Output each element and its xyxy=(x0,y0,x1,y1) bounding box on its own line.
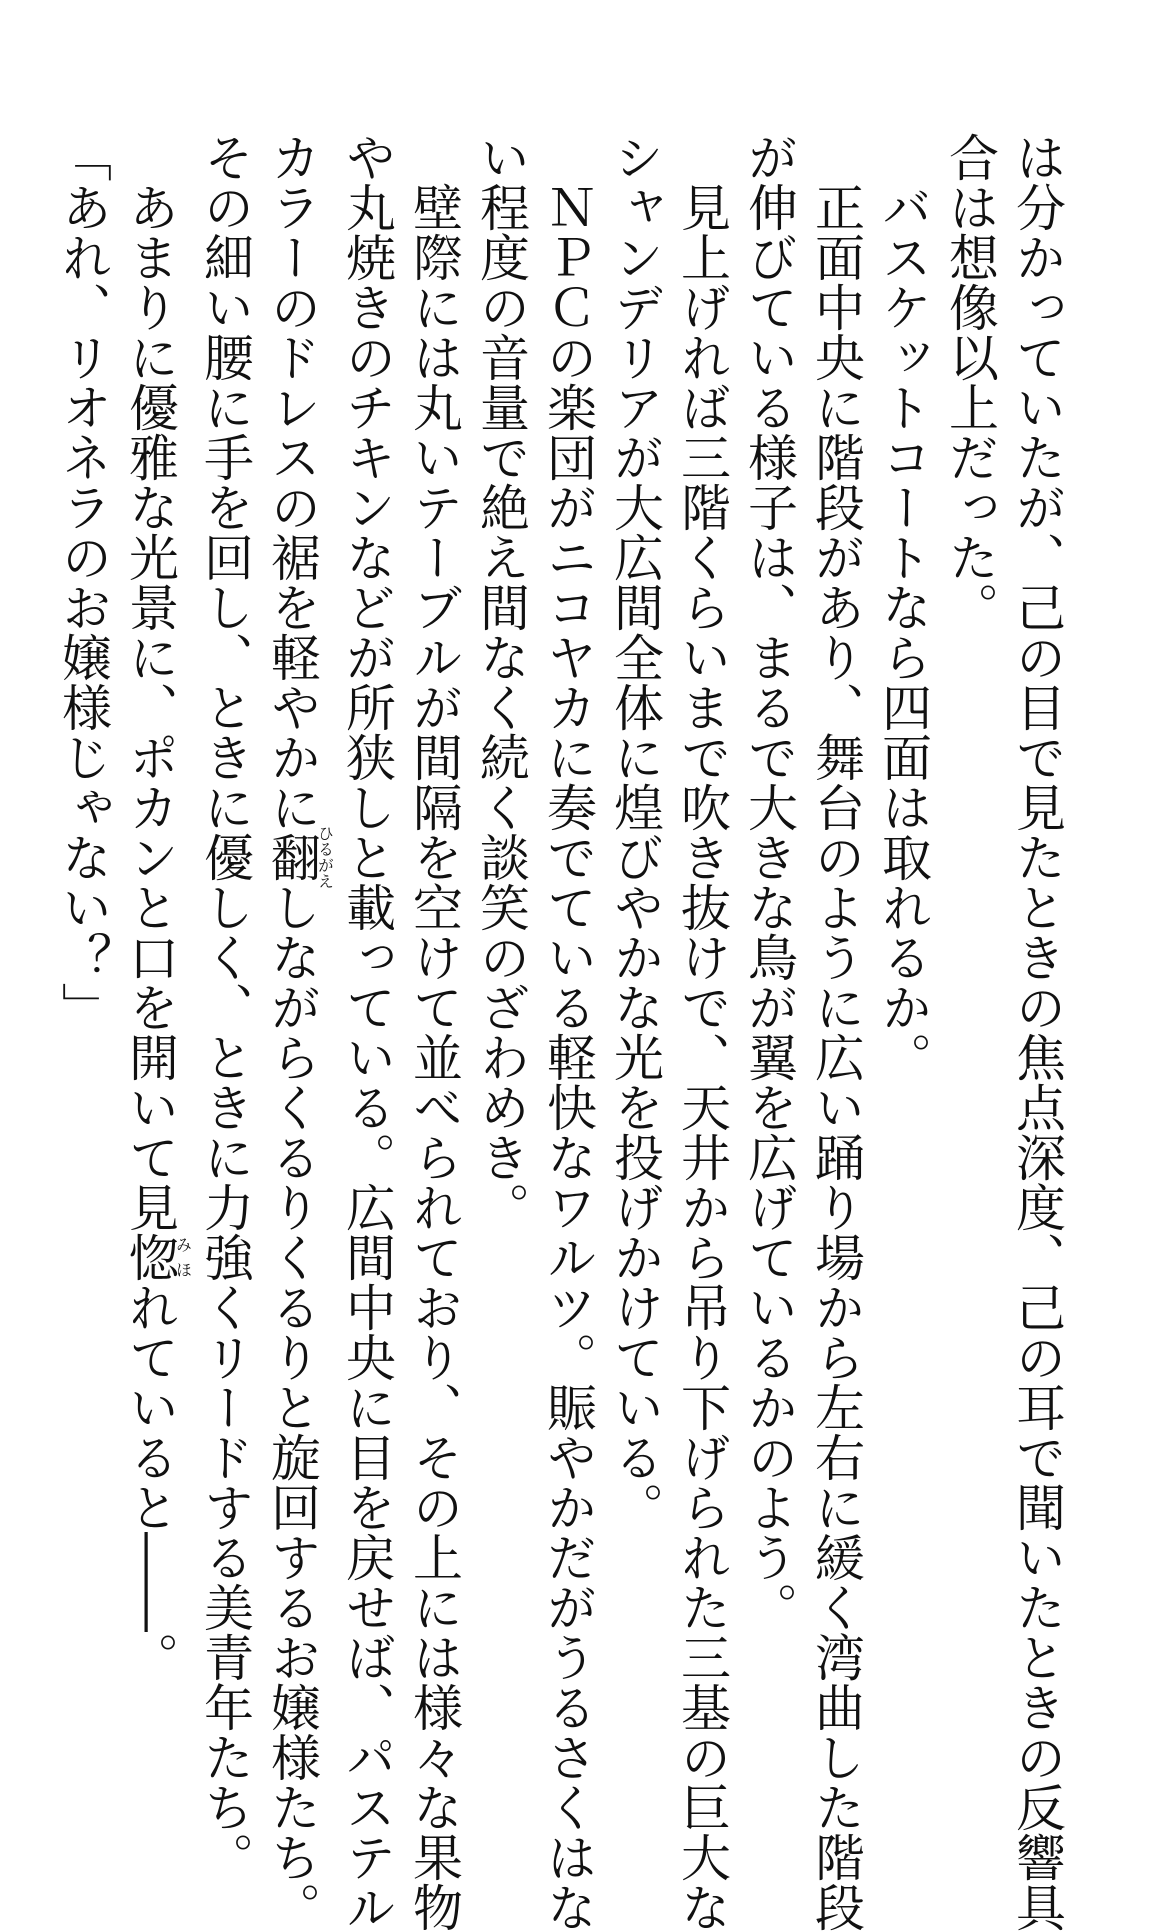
text-line: 見上げれば三階くらいまで吹き抜けで、天井から吊り下げられた三基の巨大な xyxy=(673,182,731,1932)
text-line: 合は想像以上だった。 xyxy=(941,132,999,632)
text-line: が伸びている様子は、まるで大きな鳥が翼を広げているかのよう。 xyxy=(740,132,798,1632)
text-line: その細い腰に手を回し、ときに優しく、ときに力強くリードする美青年たち。 xyxy=(196,132,254,1882)
text-line-with-ruby xyxy=(116,132,193,1682)
ruby-miho xyxy=(121,1232,193,1282)
vertical-text-body xyxy=(49,132,1070,1932)
text-line: 壁際には丸いテーブルが間隔を空けて並べられており、その上には様々な果物 xyxy=(405,182,463,1932)
text-line: ＮＰＣの楽団がニコヤカに奏でている軽快なワルツ。賑やかだがうるさくはな xyxy=(539,182,597,1932)
ruby-hirugae xyxy=(263,825,335,889)
text-segment: あまりに優雅な光景に、ポカンと口を開いて見 xyxy=(121,182,179,1232)
text-line: 正面中央に階段があり、舞台のように広い踊り場から左右に緩く湾曲した階段 xyxy=(807,182,865,1932)
ruby-base: 翻 xyxy=(263,825,321,889)
text-line: シャンデリアが大広間全体に煌びやかな光を投げかけている。 xyxy=(606,132,664,1532)
text-segment: れていると――。 xyxy=(121,1282,179,1682)
text-line: 「あれ、リオネラのお嬢様じゃない？」 xyxy=(54,132,112,1032)
text-line-with-ruby xyxy=(258,132,335,1932)
text-line: は分かっていたが、己の目で見たときの焦点深度、己の耳で聞いたときの反響具 xyxy=(1008,132,1066,1932)
text-line: い程度の音量で絶え間なく続く談笑のざわめき。 xyxy=(472,132,530,1232)
text-segment: カラーのドレスの裾を軽やかに xyxy=(263,132,321,832)
ruby-reading: ひるがえ xyxy=(315,825,335,889)
text-line: バスケットコートなら四面は取れるか。 xyxy=(874,182,932,1082)
text-segment: しながらくるりくるりと旋回するお嬢様たち。 xyxy=(263,882,321,1932)
text-line: や丸焼きのチキンなどが所狭しと載っている。広間中央に目を戻せば、パステル xyxy=(338,132,396,1932)
ruby-reading: みほ xyxy=(173,1232,193,1282)
ruby-base: 惚 xyxy=(121,1232,179,1282)
